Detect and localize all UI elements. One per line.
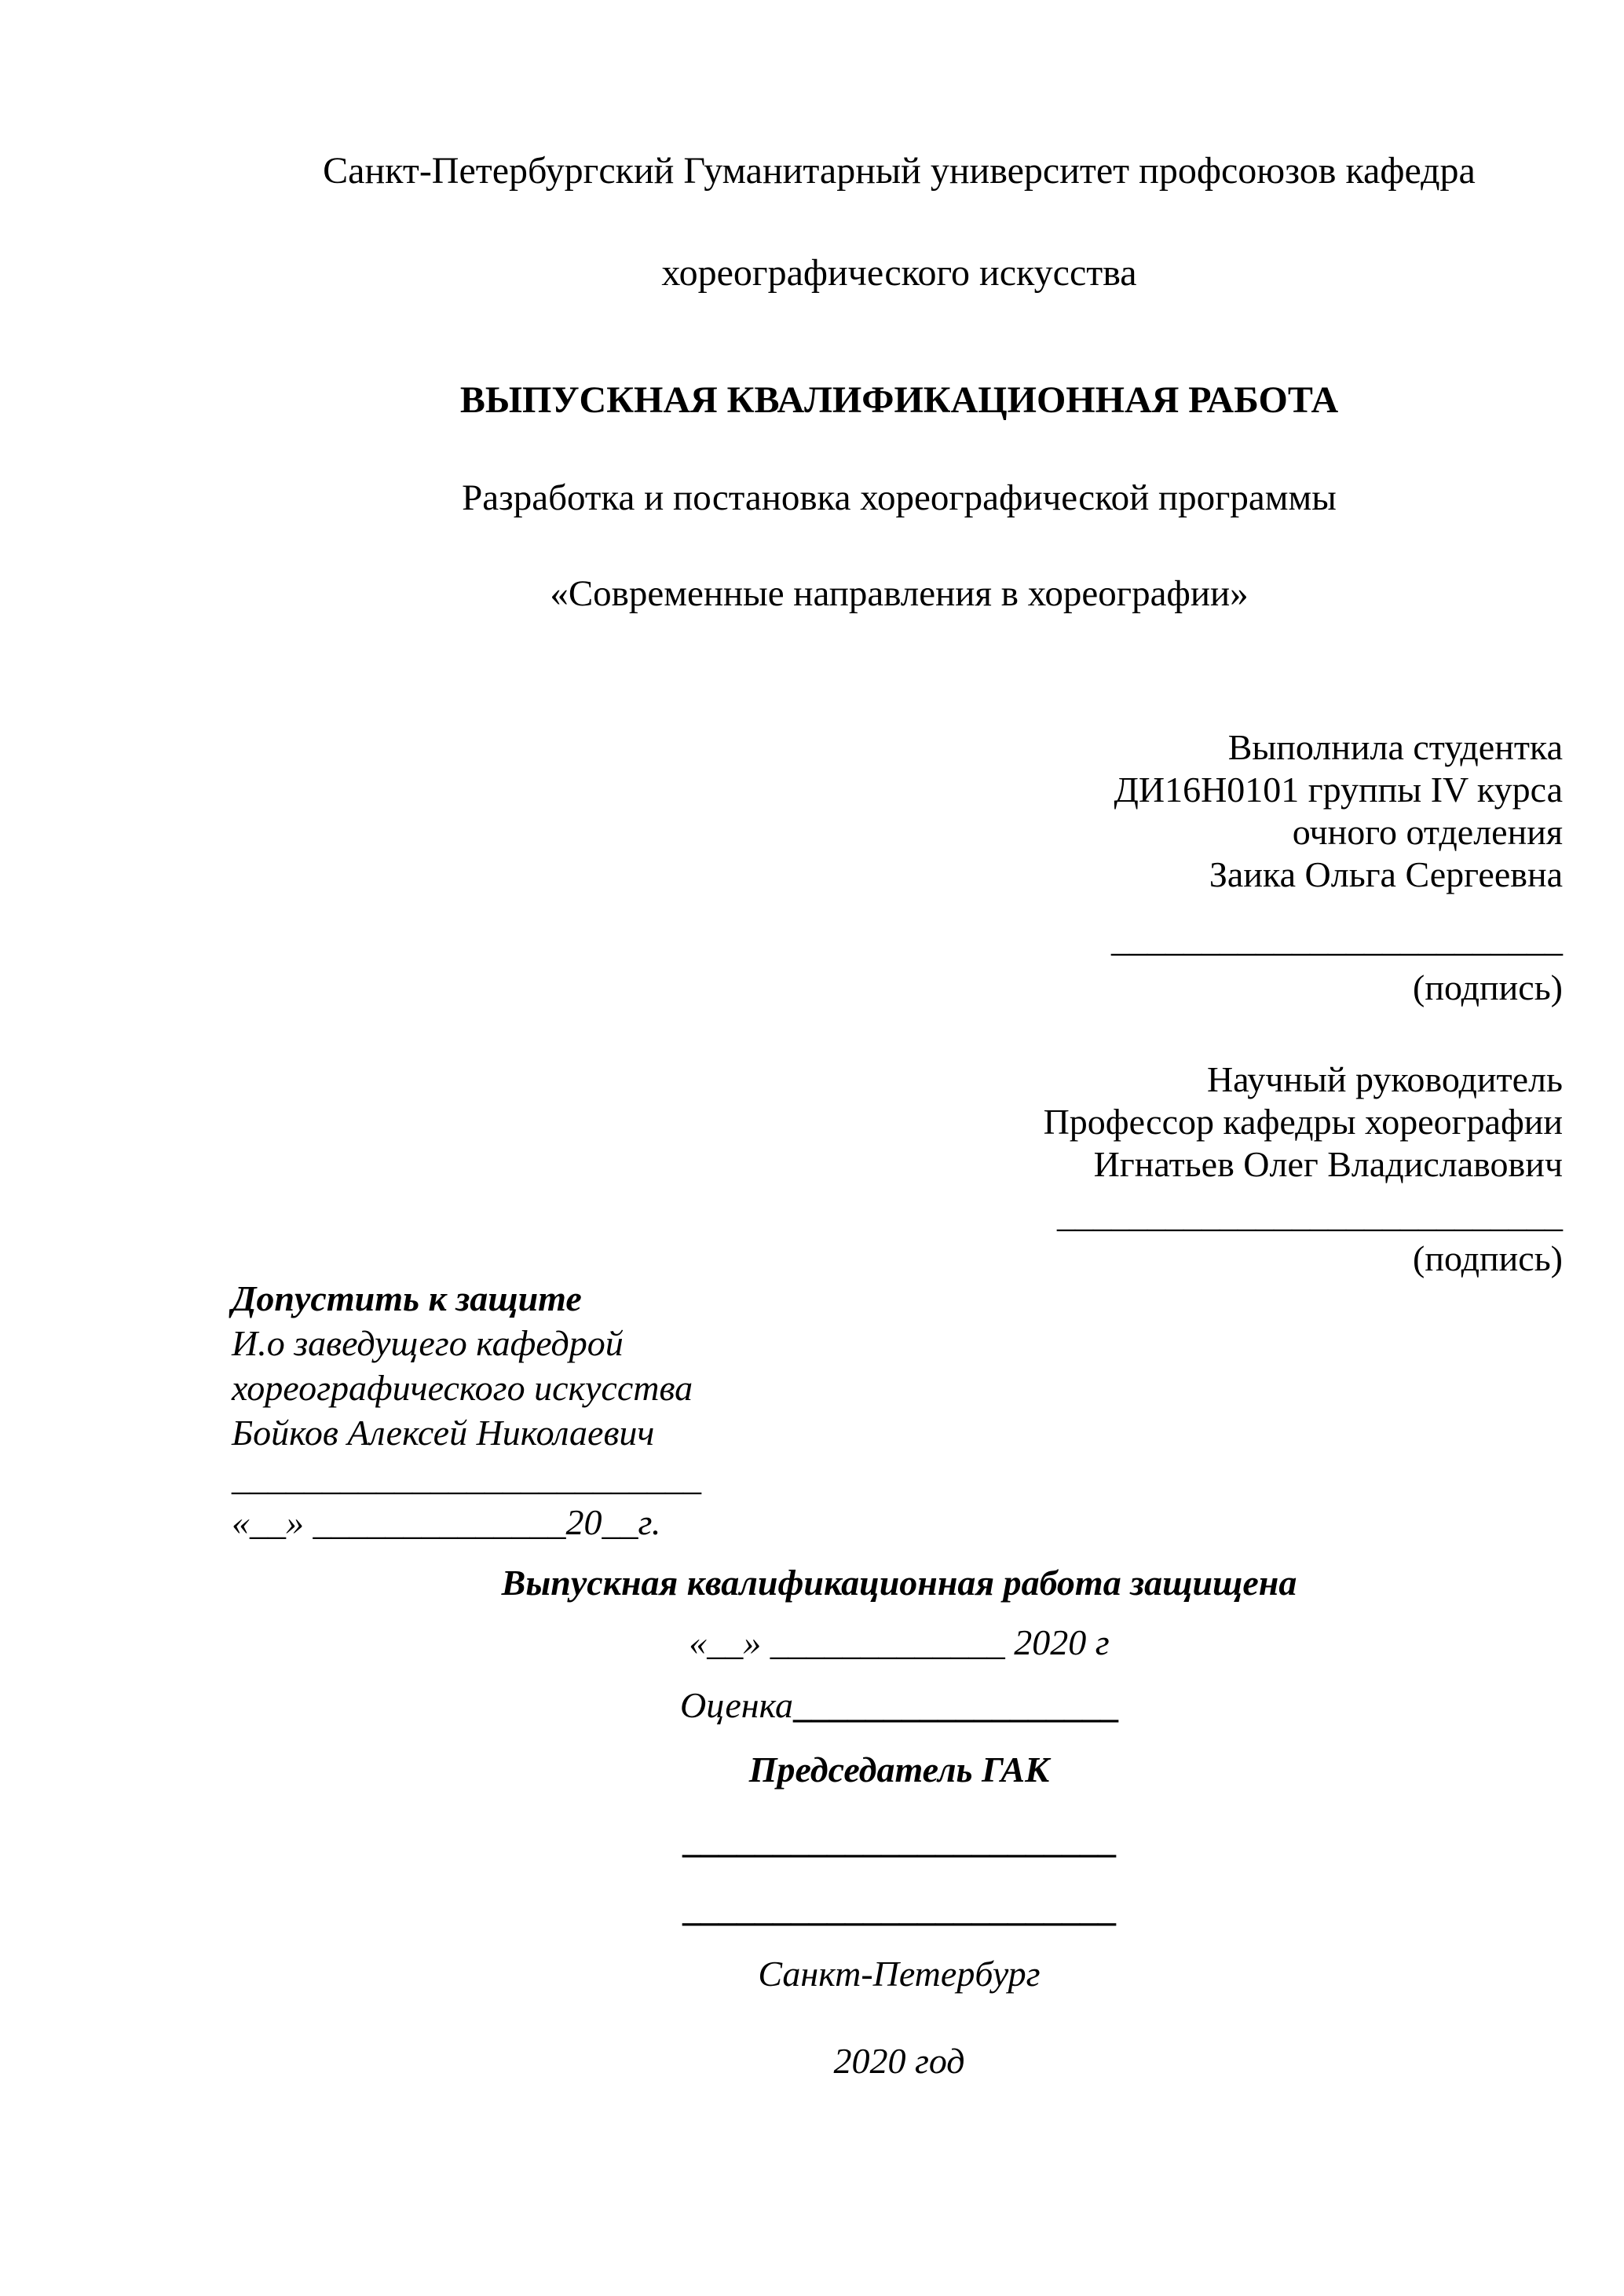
approval-signature-line: __________________________ bbox=[232, 1457, 701, 1497]
supervisor-line: Игнатьев Олег Владиславович bbox=[1093, 1144, 1563, 1184]
student-signature-line: _________________________ bbox=[1111, 919, 1563, 959]
defense-date-line: «__» _____________ 2020 г bbox=[689, 1622, 1110, 1662]
supervisor-signature-line: ____________________________ bbox=[1057, 1194, 1563, 1234]
grade-blank-line: __________________ bbox=[792, 1685, 1118, 1725]
student-signature-caption: (подпись) bbox=[1413, 967, 1563, 1007]
work-title: «Современные направления в хореографии» bbox=[550, 573, 1249, 614]
student-block bbox=[236, 726, 1563, 1009]
student-line: Выполнила студентка bbox=[1227, 727, 1563, 767]
student-line: очного отделения bbox=[1292, 812, 1563, 852]
approval-line: хореографического искусства bbox=[232, 1368, 693, 1408]
student-line: ДИ16Н0101 группы IV курса bbox=[1114, 770, 1563, 810]
header-line-1: Санкт-Петербургский Гуманитарный университет профсоюзов кафедра bbox=[323, 150, 1476, 192]
work-type-title: ВЫПУСКНАЯ КВАЛИФИКАЦИОННАЯ РАБОТА bbox=[459, 379, 1339, 421]
year-line: 2020 год bbox=[833, 2041, 965, 2081]
approval-title: Допустить к защите bbox=[232, 1278, 582, 1318]
supervisor-line: Профессор кафедры хореографии bbox=[1043, 1102, 1563, 1142]
work-subtitle: Разработка и постановка хореографической программы bbox=[462, 477, 1337, 518]
supervisor-block bbox=[236, 1058, 1563, 1280]
gak-signature-line-2: ________________________ bbox=[682, 1888, 1116, 1929]
grade-label: Оценка bbox=[680, 1685, 793, 1725]
supervisor-signature-caption: (подпись) bbox=[1413, 1238, 1563, 1278]
city-line: Санкт-Петербург bbox=[758, 1954, 1041, 1994]
approval-line: И.о заведущего кафедрой bbox=[232, 1323, 624, 1363]
approval-line: Бойков Алексей Николаевич bbox=[232, 1413, 655, 1453]
approval-block bbox=[232, 1276, 1563, 1545]
student-line: Заика Ольга Сергеевна bbox=[1209, 854, 1563, 894]
defense-grade-row bbox=[236, 1684, 1563, 1727]
defense-title: Выпускная квалификационная работа защищена bbox=[501, 1563, 1297, 1603]
approval-date-line: «__» ______________20__г. bbox=[232, 1502, 661, 1542]
chairman-label: Председатель ГАК bbox=[748, 1749, 1050, 1790]
supervisor-line: Научный руководитель bbox=[1206, 1059, 1563, 1099]
gak-signature-line-1: ________________________ bbox=[682, 1820, 1116, 1860]
header-line-2: хореографического искусства bbox=[661, 252, 1137, 294]
